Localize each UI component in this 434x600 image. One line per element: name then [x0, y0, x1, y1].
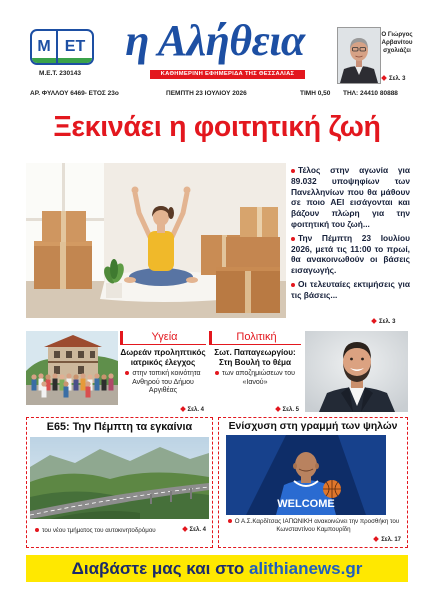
- health-headline: Δωρεάν προληπτικός ιατρικός έλεγχος: [120, 348, 206, 367]
- basketball-signing-graphic: [226, 435, 386, 515]
- highway-page-ref: Σελ. 4: [183, 527, 206, 533]
- lead-bullet-text: Την Πέμπτη 23 Ιουλίου 2026, μετά τις 11:00 το πρωί, θα ανακοινωθούν οι βάσεις εισαγωγής.: [291, 232, 410, 276]
- lead-headline: Ξεκινάει η φοιτητική ζωή: [53, 111, 381, 143]
- columnist-page-ref: Σελ. 3: [382, 76, 405, 82]
- health-column: [120, 331, 206, 413]
- diamond-icon: [371, 319, 377, 325]
- newspaper-tagline: ΚΑΘΗΜΕΡΙΝΗ ΕΦΗΜΕΡΙΔΑ ΤΗΣ ΘΕΣΣΑΛΙΑΣ: [150, 70, 305, 79]
- basketball-headline: Ενίσχυση στη γραμμή των ψηλών: [228, 421, 398, 432]
- lead-bullet: [291, 233, 410, 276]
- section-label-politics: Πολιτική: [209, 331, 301, 345]
- highway-photo: [30, 437, 209, 519]
- welcome-text: WELCOME: [277, 498, 335, 510]
- lead-bullet-text: Οι τελευταίες εκτιμήσεις για τις βάσεις...: [291, 278, 410, 300]
- lead-page-ref: Σελ. 3: [372, 319, 395, 325]
- health-detail: στην τοπική κοινότητα Ανθηρού του Δήμου Αργιθέας: [120, 370, 206, 396]
- bullet-icon: [125, 371, 129, 375]
- politician-portrait: [305, 331, 408, 412]
- logo-letter-m: Μ: [32, 31, 56, 63]
- lead-bullet: [291, 279, 410, 301]
- health-page-ref: Σελ. 4: [181, 407, 204, 413]
- basketball-caption: Ο Α.Σ.Καρδίτσας ΙΑΠΩΝΙΚΗ ανακοινώνει την προσθήκη του Κωνσταντίνου Καμπουρίδη: [224, 518, 403, 534]
- bullet-icon: [215, 371, 219, 375]
- issue-number: ΑΡ. ΦΥΛΛΟΥ 6469- ΕΤΟΣ 23ο: [30, 90, 119, 97]
- diamond-icon: [373, 537, 379, 543]
- banner-text: Διαβάστε μας και στο: [71, 559, 245, 578]
- registry-number: Μ.Ε.Τ. 230143: [39, 70, 81, 77]
- basketball-icon: [323, 480, 341, 498]
- highway-story-box: [26, 417, 213, 548]
- columnist-caption: Ο Γιώργος Αρβανίτου σχολιάζει: [381, 31, 413, 54]
- newspaper-title: η Αλήθεια: [125, 16, 305, 65]
- section-label-health: Υγεία: [120, 331, 206, 345]
- issue-price: ΤΙΜΗ 0,50: [300, 90, 331, 97]
- diamond-icon: [180, 407, 186, 413]
- met-logo: [30, 29, 94, 65]
- issue-date: ΠΕΜΠΤΗ 23 ΙΟΥΛΙΟΥ 2026: [166, 90, 247, 97]
- phone-number: ΤΗΛ: 24410 80888: [343, 90, 398, 97]
- bullet-icon: [291, 283, 295, 287]
- politics-detail: των αποζημιώσεων του «Ιανού»: [209, 370, 301, 387]
- basketball-story-box: [218, 417, 408, 548]
- diamond-icon: [275, 407, 281, 413]
- bullet-icon: [291, 169, 295, 173]
- lead-photo: [26, 163, 286, 318]
- diamond-icon: [381, 76, 387, 82]
- left-box-stack: [34, 211, 92, 289]
- lead-bullet-text: Τέλος στην αγωνία για 89.032 υποψηφίων των Πανελληνίων που θα μάθουν σε ποιο ΑΕΙ εισάγονται και βάζουν πλώρη για την φοιτητική του ζωή...: [291, 165, 410, 229]
- banner-website: alithianews.gr: [248, 559, 363, 578]
- bullet-icon: [228, 519, 232, 523]
- politics-headline: Σωτ. Παπαγεωργίου: Στη Βουλή το θέμα: [214, 348, 296, 367]
- bullet-icon: [291, 237, 295, 241]
- highway-headline: Ε65: Την Πέμπτη τα εγκαίνια: [46, 421, 193, 433]
- website-banner: [26, 555, 408, 582]
- politics-page-ref: Σελ. 5: [276, 407, 299, 413]
- lead-summary: [291, 165, 410, 304]
- basketball-page-ref: Σελ. 17: [374, 537, 401, 543]
- columnist-photo: [337, 27, 381, 84]
- highway-caption: του νέου τμήματος του αυτοκινητοδρόμου: [35, 527, 185, 535]
- logo-letters-et: ΕΤ: [56, 31, 92, 63]
- politics-column: [209, 331, 301, 413]
- health-group-photo: [26, 331, 118, 405]
- diamond-icon: [182, 527, 188, 533]
- bullet-icon: [35, 528, 39, 532]
- lead-bullet: [291, 165, 410, 230]
